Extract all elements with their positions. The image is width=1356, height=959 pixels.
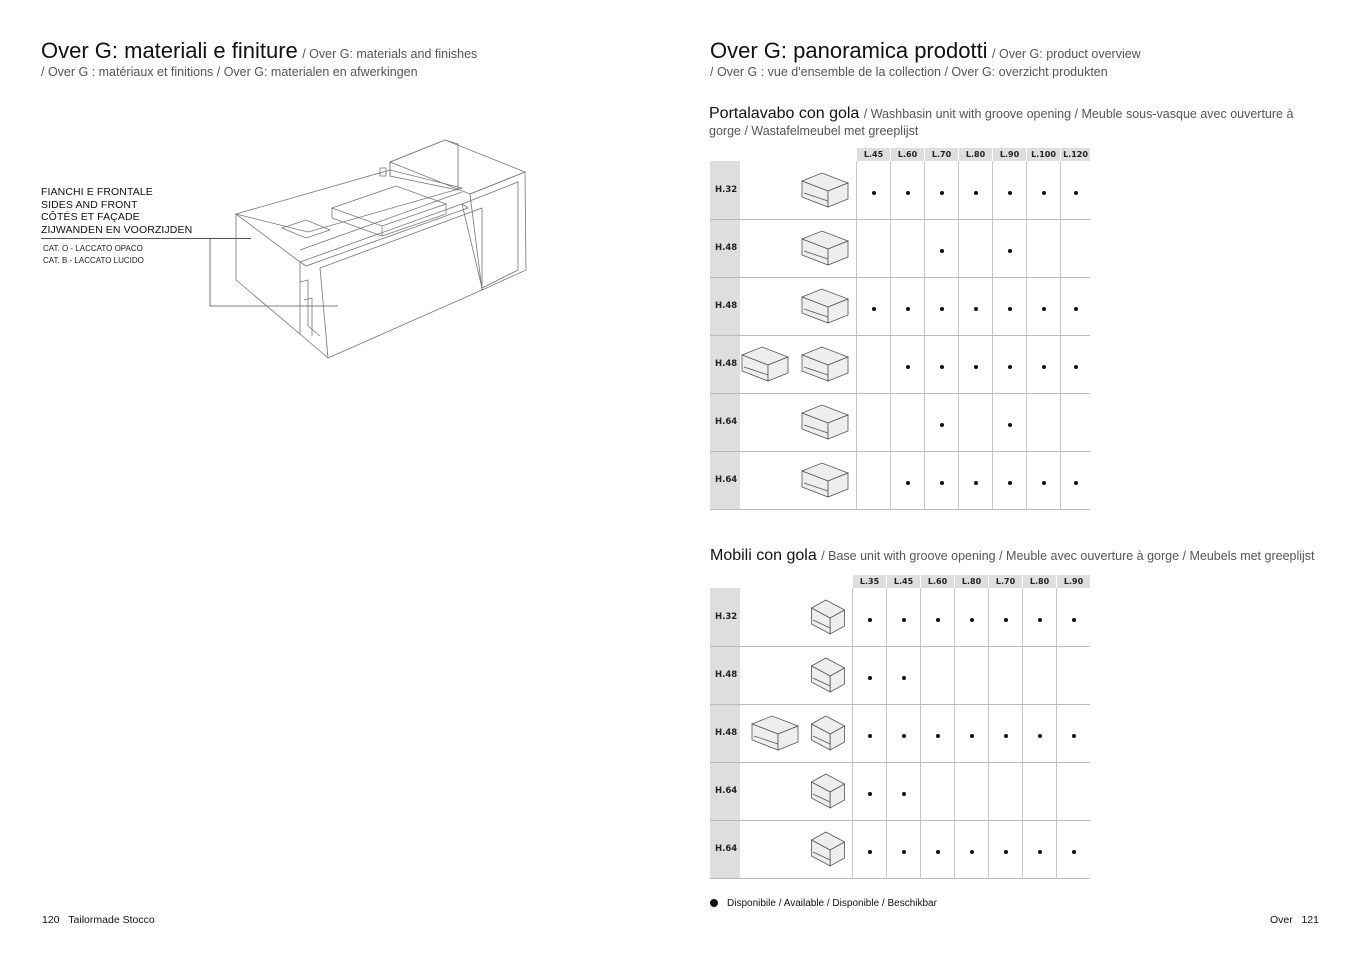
availability-cell xyxy=(1027,393,1061,451)
cabinet-thumbnail xyxy=(810,654,848,696)
column-header: L.90 xyxy=(993,148,1027,161)
available-dot-icon xyxy=(902,618,906,622)
availability-cell xyxy=(891,451,925,509)
footer-right xyxy=(1270,914,1319,926)
section2-title-main: Mobili con gola xyxy=(710,547,817,564)
material-label: SIDES AND FRONT xyxy=(41,198,138,211)
table-row xyxy=(710,393,1090,451)
section1-title-rest: / Washbasin unit with groove opening / Meuble sous-vasque avec ouverture à xyxy=(863,107,1294,121)
product-image-cell xyxy=(740,277,857,335)
available-dot-icon xyxy=(974,481,978,485)
availability-cell xyxy=(887,588,921,646)
availability-cell xyxy=(887,820,921,878)
available-dot-icon xyxy=(970,850,974,854)
available-dot-icon xyxy=(1042,481,1046,485)
available-dot-icon xyxy=(906,365,910,369)
available-dot-icon xyxy=(1038,618,1042,622)
availability-cell xyxy=(921,588,955,646)
right-title xyxy=(710,38,1141,64)
availability-cell xyxy=(891,161,925,219)
available-dot-icon xyxy=(1008,307,1012,311)
available-dot-icon xyxy=(1038,850,1042,854)
available-dot-icon xyxy=(868,676,872,680)
availability-cell xyxy=(925,393,959,451)
availability-cell xyxy=(1027,277,1061,335)
available-dot-icon xyxy=(1074,365,1078,369)
availability-cell xyxy=(921,704,955,762)
availability-cell xyxy=(993,393,1027,451)
legend xyxy=(710,898,937,909)
available-dot-icon xyxy=(872,307,876,311)
available-dot-icon xyxy=(974,191,978,195)
availability-cell xyxy=(1023,704,1057,762)
cabinet-thumbnail xyxy=(810,596,848,638)
availability-cell xyxy=(1023,820,1057,878)
cabinet-thumbnail xyxy=(810,828,848,870)
column-header: L.35 xyxy=(853,575,887,588)
availability-cell xyxy=(993,335,1027,393)
cabinet-thumbnail xyxy=(800,343,852,385)
availability-cell xyxy=(925,335,959,393)
column-header: L.80 xyxy=(1023,575,1057,588)
availability-cell xyxy=(887,762,921,820)
row-height-label: H.48 xyxy=(710,335,740,393)
column-header: L.70 xyxy=(925,148,959,161)
availability-cell xyxy=(853,762,887,820)
column-header: L.80 xyxy=(955,575,989,588)
availability-cell xyxy=(925,451,959,509)
available-dot-icon xyxy=(940,249,944,253)
availability-cell xyxy=(955,588,989,646)
availability-cell xyxy=(857,277,891,335)
available-dot-icon xyxy=(868,850,872,854)
category-labels xyxy=(43,243,144,266)
availability-cell xyxy=(955,820,989,878)
availability-cell xyxy=(857,219,891,277)
availability-cell xyxy=(1061,335,1091,393)
availability-cell xyxy=(993,277,1027,335)
column-header: L.45 xyxy=(857,148,891,161)
availability-cell xyxy=(1023,588,1057,646)
available-dot-icon xyxy=(906,481,910,485)
product-image-cell xyxy=(740,646,853,704)
row-height-label: H.32 xyxy=(710,588,740,646)
availability-cell xyxy=(1061,219,1091,277)
availability-cell xyxy=(921,820,955,878)
column-header: L.70 xyxy=(989,575,1023,588)
availability-cell xyxy=(989,646,1023,704)
table-row xyxy=(710,277,1090,335)
section2-title-rest: / Base unit with groove opening / Meuble avec ouverture à gorge / Meubels met greeplijst xyxy=(821,549,1315,563)
available-dot-icon xyxy=(940,423,944,427)
cabinet-thumbnail xyxy=(810,712,848,754)
available-dot-icon xyxy=(1072,618,1076,622)
category-label: CAT. O - LACCATO OPACO xyxy=(43,244,143,253)
right-title-rest: / Over G: product overview xyxy=(992,47,1141,61)
availability-cell xyxy=(1027,451,1061,509)
section2-table xyxy=(710,575,1090,879)
availability-cell xyxy=(853,704,887,762)
available-dot-icon xyxy=(970,618,974,622)
availability-cell xyxy=(1023,762,1057,820)
product-image-cell xyxy=(740,762,853,820)
available-dot-icon xyxy=(906,307,910,311)
product-image-cell xyxy=(740,219,857,277)
availability-cell xyxy=(955,646,989,704)
section1-title-main: Portalavabo con gola xyxy=(709,105,860,122)
availability-cell xyxy=(1027,219,1061,277)
column-header: L.120 xyxy=(1061,148,1091,161)
product-image-cell xyxy=(740,393,857,451)
available-dot-icon xyxy=(1004,734,1008,738)
material-label: CÔTÉS ET FAÇADE xyxy=(41,211,140,223)
availability-cell xyxy=(887,646,921,704)
availability-cell xyxy=(891,219,925,277)
row-height-label: H.48 xyxy=(710,646,740,704)
table-row xyxy=(710,335,1090,393)
availability-cell xyxy=(989,704,1023,762)
availability-cell xyxy=(955,762,989,820)
availability-cell xyxy=(959,451,993,509)
row-height-label: H.48 xyxy=(710,277,740,335)
right-subtitle: / Over G : vue d'ensemble de la collection / Over G: overzicht produkten xyxy=(710,65,1108,79)
section2-title xyxy=(710,547,1315,565)
table-row xyxy=(710,820,1090,878)
availability-cell xyxy=(1023,646,1057,704)
availability-cell xyxy=(1057,820,1091,878)
footer-left xyxy=(42,914,155,926)
availability-cell xyxy=(959,161,993,219)
available-dot-icon xyxy=(1004,850,1008,854)
footer-right-label: Over xyxy=(1269,914,1293,926)
availability-cell xyxy=(921,646,955,704)
table-row xyxy=(710,588,1090,646)
availability-cell xyxy=(1061,393,1091,451)
column-header: L.100 xyxy=(1027,148,1061,161)
available-dot-icon xyxy=(936,734,940,738)
left-title-rest: / Over G: materials and finishes xyxy=(302,47,478,61)
cabinet-thumbnail xyxy=(740,343,792,385)
availability-cell xyxy=(857,161,891,219)
availability-cell xyxy=(857,335,891,393)
table-row xyxy=(710,451,1090,509)
category-label: CAT. B - LACCATO LUCIDO xyxy=(43,255,144,265)
cabinet-drawing xyxy=(200,130,540,370)
availability-cell xyxy=(1061,451,1091,509)
cabinet-thumbnail xyxy=(800,285,852,327)
table-row xyxy=(710,704,1090,762)
availability-cell xyxy=(925,219,959,277)
available-dot-icon xyxy=(1042,307,1046,311)
availability-cell xyxy=(925,161,959,219)
row-height-label: H.64 xyxy=(710,762,740,820)
availability-cell xyxy=(925,277,959,335)
availability-cell xyxy=(857,451,891,509)
page-number-left: 120 xyxy=(42,914,60,926)
available-dot-icon xyxy=(1008,249,1012,253)
availability-cell xyxy=(993,219,1027,277)
row-height-label: H.48 xyxy=(710,704,740,762)
available-dot-icon xyxy=(1074,307,1078,311)
row-height-label: H.32 xyxy=(710,161,740,219)
availability-cell xyxy=(1057,588,1091,646)
availability-cell xyxy=(891,335,925,393)
available-dot-icon xyxy=(1074,191,1078,195)
availability-cell xyxy=(989,762,1023,820)
product-image-cell xyxy=(740,588,853,646)
availability-cell xyxy=(921,762,955,820)
product-image-cell xyxy=(740,451,857,509)
available-dot-icon xyxy=(868,792,872,796)
material-labels xyxy=(41,186,192,236)
available-dot-icon xyxy=(868,618,872,622)
availability-cell xyxy=(993,161,1027,219)
availability-cell xyxy=(853,820,887,878)
product-image-cell xyxy=(740,820,853,878)
availability-cell xyxy=(959,335,993,393)
availability-cell xyxy=(989,588,1023,646)
column-header: L.60 xyxy=(921,575,955,588)
available-dot-icon xyxy=(1008,481,1012,485)
product-image-cell xyxy=(740,335,857,393)
page-number-right: 121 xyxy=(1301,914,1319,926)
available-dot-icon xyxy=(1008,423,1012,427)
section1-title xyxy=(709,105,1319,123)
legend-text: Disponibile / Available / Disponible / Beschikbar xyxy=(727,898,937,909)
available-dot-icon xyxy=(974,307,978,311)
availability-cell xyxy=(1057,704,1091,762)
available-dot-icon xyxy=(1072,850,1076,854)
available-dot-icon xyxy=(940,481,944,485)
available-dot-icon xyxy=(902,850,906,854)
availability-cell xyxy=(853,646,887,704)
available-dot-icon xyxy=(936,618,940,622)
available-dot-icon xyxy=(868,734,872,738)
available-dot-icon xyxy=(974,365,978,369)
availability-cell xyxy=(887,704,921,762)
availability-cell xyxy=(1057,646,1091,704)
row-height-label: H.64 xyxy=(710,393,740,451)
section1-table xyxy=(710,148,1090,510)
availability-cell xyxy=(959,393,993,451)
column-header: L.90 xyxy=(1057,575,1091,588)
available-dot-icon xyxy=(902,792,906,796)
availability-cell xyxy=(891,393,925,451)
available-dot-icon xyxy=(940,365,944,369)
available-dot-icon xyxy=(1008,365,1012,369)
row-height-label: H.64 xyxy=(710,451,740,509)
left-title-main: Over G: materiali e finiture xyxy=(41,38,298,63)
available-dot-icon xyxy=(902,734,906,738)
available-dot-icon xyxy=(872,191,876,195)
column-header: L.45 xyxy=(887,575,921,588)
availability-cell xyxy=(853,588,887,646)
left-subtitle: / Over G : matériaux et finitions / Over G: materialen en afwerkingen xyxy=(41,65,418,79)
cabinet-thumbnail xyxy=(810,770,848,812)
available-dot-icon xyxy=(1072,734,1076,738)
availability-cell xyxy=(1027,161,1061,219)
available-dot-icon xyxy=(940,307,944,311)
available-dot-icon xyxy=(1074,481,1078,485)
available-dot-icon xyxy=(1038,734,1042,738)
product-image-cell xyxy=(740,704,853,762)
availability-cell xyxy=(857,393,891,451)
availability-cell xyxy=(1061,277,1091,335)
cabinet-thumbnail xyxy=(800,169,852,211)
availability-cell xyxy=(993,451,1027,509)
availability-cell xyxy=(955,704,989,762)
right-title-main: Over G: panoramica prodotti xyxy=(710,38,988,63)
column-header: L.60 xyxy=(891,148,925,161)
available-dot-icon xyxy=(1042,365,1046,369)
available-dot-icon xyxy=(936,850,940,854)
available-dot-icon xyxy=(902,676,906,680)
availability-cell xyxy=(1061,161,1091,219)
availability-cell xyxy=(1057,762,1091,820)
section1-title-line2: gorge / Wastafelmeubel met greeplijst xyxy=(709,124,919,138)
available-dot-icon xyxy=(1008,191,1012,195)
material-label: ZIJWANDEN EN VOORZIJDEN xyxy=(41,223,193,236)
table-row xyxy=(710,219,1090,277)
row-height-label: H.48 xyxy=(710,219,740,277)
available-dot-icon xyxy=(906,191,910,195)
product-image-cell xyxy=(740,161,857,219)
footer-left-label: Tailormade Stocco xyxy=(68,914,155,926)
available-dot-icon xyxy=(1042,191,1046,195)
cabinet-thumbnail xyxy=(800,459,852,501)
availability-cell xyxy=(891,277,925,335)
availability-cell xyxy=(959,219,993,277)
available-dot-icon xyxy=(710,899,718,907)
table-row xyxy=(710,646,1090,704)
cabinet-thumbnail xyxy=(800,401,852,443)
available-dot-icon xyxy=(940,191,944,195)
material-label: FIANCHI E FRONTALE xyxy=(41,186,153,198)
availability-cell xyxy=(989,820,1023,878)
availability-cell xyxy=(1027,335,1061,393)
availability-cell xyxy=(959,277,993,335)
cabinet-thumbnail xyxy=(750,712,802,754)
table-row xyxy=(710,161,1090,219)
column-header: L.80 xyxy=(959,148,993,161)
left-title xyxy=(41,38,477,64)
available-dot-icon xyxy=(970,734,974,738)
row-height-label: H.64 xyxy=(710,820,740,878)
table-row xyxy=(710,762,1090,820)
available-dot-icon xyxy=(1004,618,1008,622)
cabinet-thumbnail xyxy=(800,227,852,269)
